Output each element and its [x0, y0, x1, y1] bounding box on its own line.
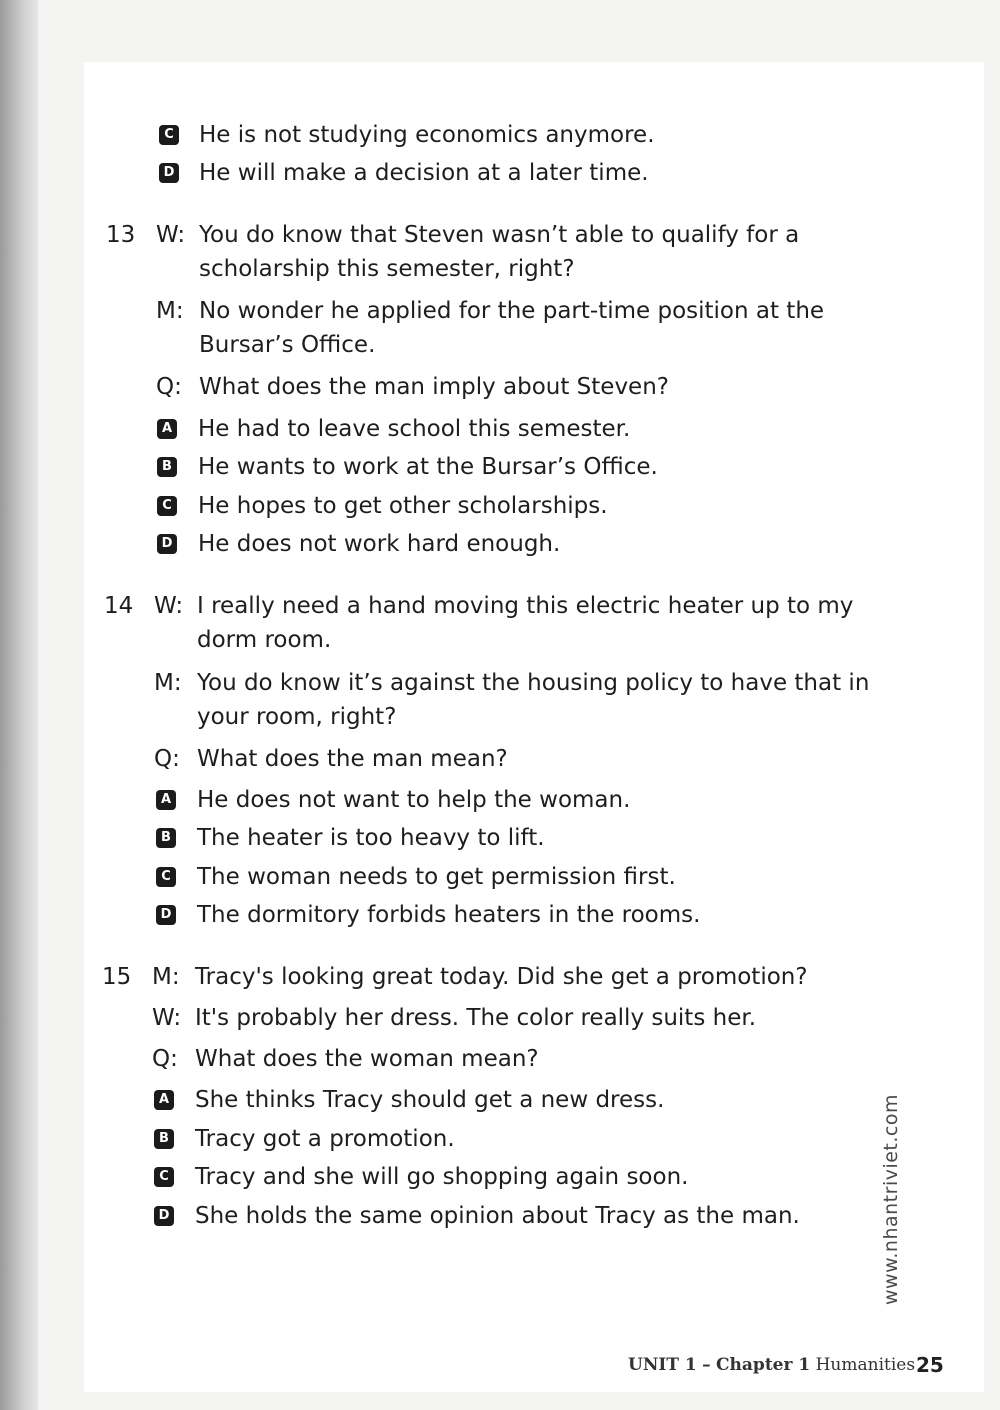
option-badge: C	[156, 867, 176, 887]
option-text: He does not want to help the woman.	[197, 787, 631, 813]
question-text: What does the woman mean?	[195, 1046, 539, 1072]
option-text: He will make a decision at a later time.	[199, 160, 649, 186]
option-text: Tracy got a promotion.	[195, 1126, 455, 1152]
speaker-label: Q:	[152, 1046, 178, 1072]
option-text: He had to leave school this semester.	[198, 416, 631, 442]
dialogue-line: Tracy's looking great today. Did she get a promotion?	[195, 964, 808, 990]
option-badge: B	[156, 828, 176, 848]
option-badge: A	[154, 1090, 174, 1110]
page-number: 25	[916, 1353, 944, 1377]
dialogue-line: dorm room.	[197, 627, 332, 653]
dialogue-line: Bursar’s Office.	[199, 332, 376, 358]
option-badge: D	[156, 905, 176, 925]
dialogue-line: No wonder he applied for the part-time position at the	[199, 298, 825, 324]
option-badge: C	[159, 125, 179, 145]
footer-chapter: Chapter 1	[716, 1355, 811, 1375]
website-watermark: www.nhantriviet.com	[880, 1093, 902, 1305]
question-number: 14	[104, 593, 134, 619]
dialogue-line: scholarship this semester, right?	[199, 256, 575, 282]
option-text: He hopes to get other scholarships.	[198, 493, 608, 519]
speaker-label: M:	[152, 964, 180, 990]
option-text: The heater is too heavy to lift.	[197, 825, 545, 851]
option-badge: D	[159, 163, 179, 183]
question-text: What does the man mean?	[197, 746, 508, 772]
option-text: She thinks Tracy should get a new dress.	[195, 1087, 665, 1113]
option-badge: A	[156, 790, 176, 810]
dialogue-line: You do know it’s against the housing policy to have that in	[197, 670, 870, 696]
book-spine	[0, 0, 38, 1410]
option-text: Tracy and she will go shopping again soon.	[195, 1164, 689, 1190]
speaker-label: W:	[154, 593, 184, 619]
dialogue-line: You do know that Steven wasn’t able to qualify for a	[199, 222, 800, 248]
option-text: The woman needs to get permission first.	[197, 864, 676, 890]
dialogue-line: your room, right?	[197, 704, 397, 730]
footer-section: Humanities	[815, 1355, 916, 1375]
speaker-label: W:	[156, 222, 186, 248]
footer-unit: UNIT 1	[628, 1355, 697, 1375]
question-number: 15	[102, 964, 132, 990]
option-text: He is not studying economics anymore.	[199, 122, 655, 148]
option-badge: A	[157, 419, 177, 439]
option-badge: B	[154, 1129, 174, 1149]
speaker-label: M:	[154, 670, 182, 696]
page-footer	[628, 1355, 915, 1375]
page	[38, 0, 1000, 1410]
speaker-label: Q:	[156, 374, 182, 400]
dialogue-line: It's probably her dress. The color really suits her.	[195, 1005, 757, 1031]
option-badge: B	[157, 457, 177, 477]
option-badge: D	[157, 534, 177, 554]
option-text: The dormitory forbids heaters in the rooms.	[197, 902, 701, 928]
question-text: What does the man imply about Steven?	[199, 374, 669, 400]
option-badge: D	[154, 1206, 174, 1226]
option-badge: C	[157, 496, 177, 516]
speaker-label: M:	[156, 298, 184, 324]
option-text: She holds the same opinion about Tracy as the man.	[195, 1203, 800, 1229]
speaker-label: W:	[152, 1005, 182, 1031]
question-number: 13	[106, 222, 136, 248]
option-text: He does not work hard enough.	[198, 531, 561, 557]
option-text: He wants to work at the Bursar’s Office.	[198, 454, 658, 480]
footer-dash: –	[702, 1355, 711, 1375]
option-badge: C	[154, 1167, 174, 1187]
speaker-label: Q:	[154, 746, 180, 772]
dialogue-line: I really need a hand moving this electric heater up to my	[197, 593, 854, 619]
